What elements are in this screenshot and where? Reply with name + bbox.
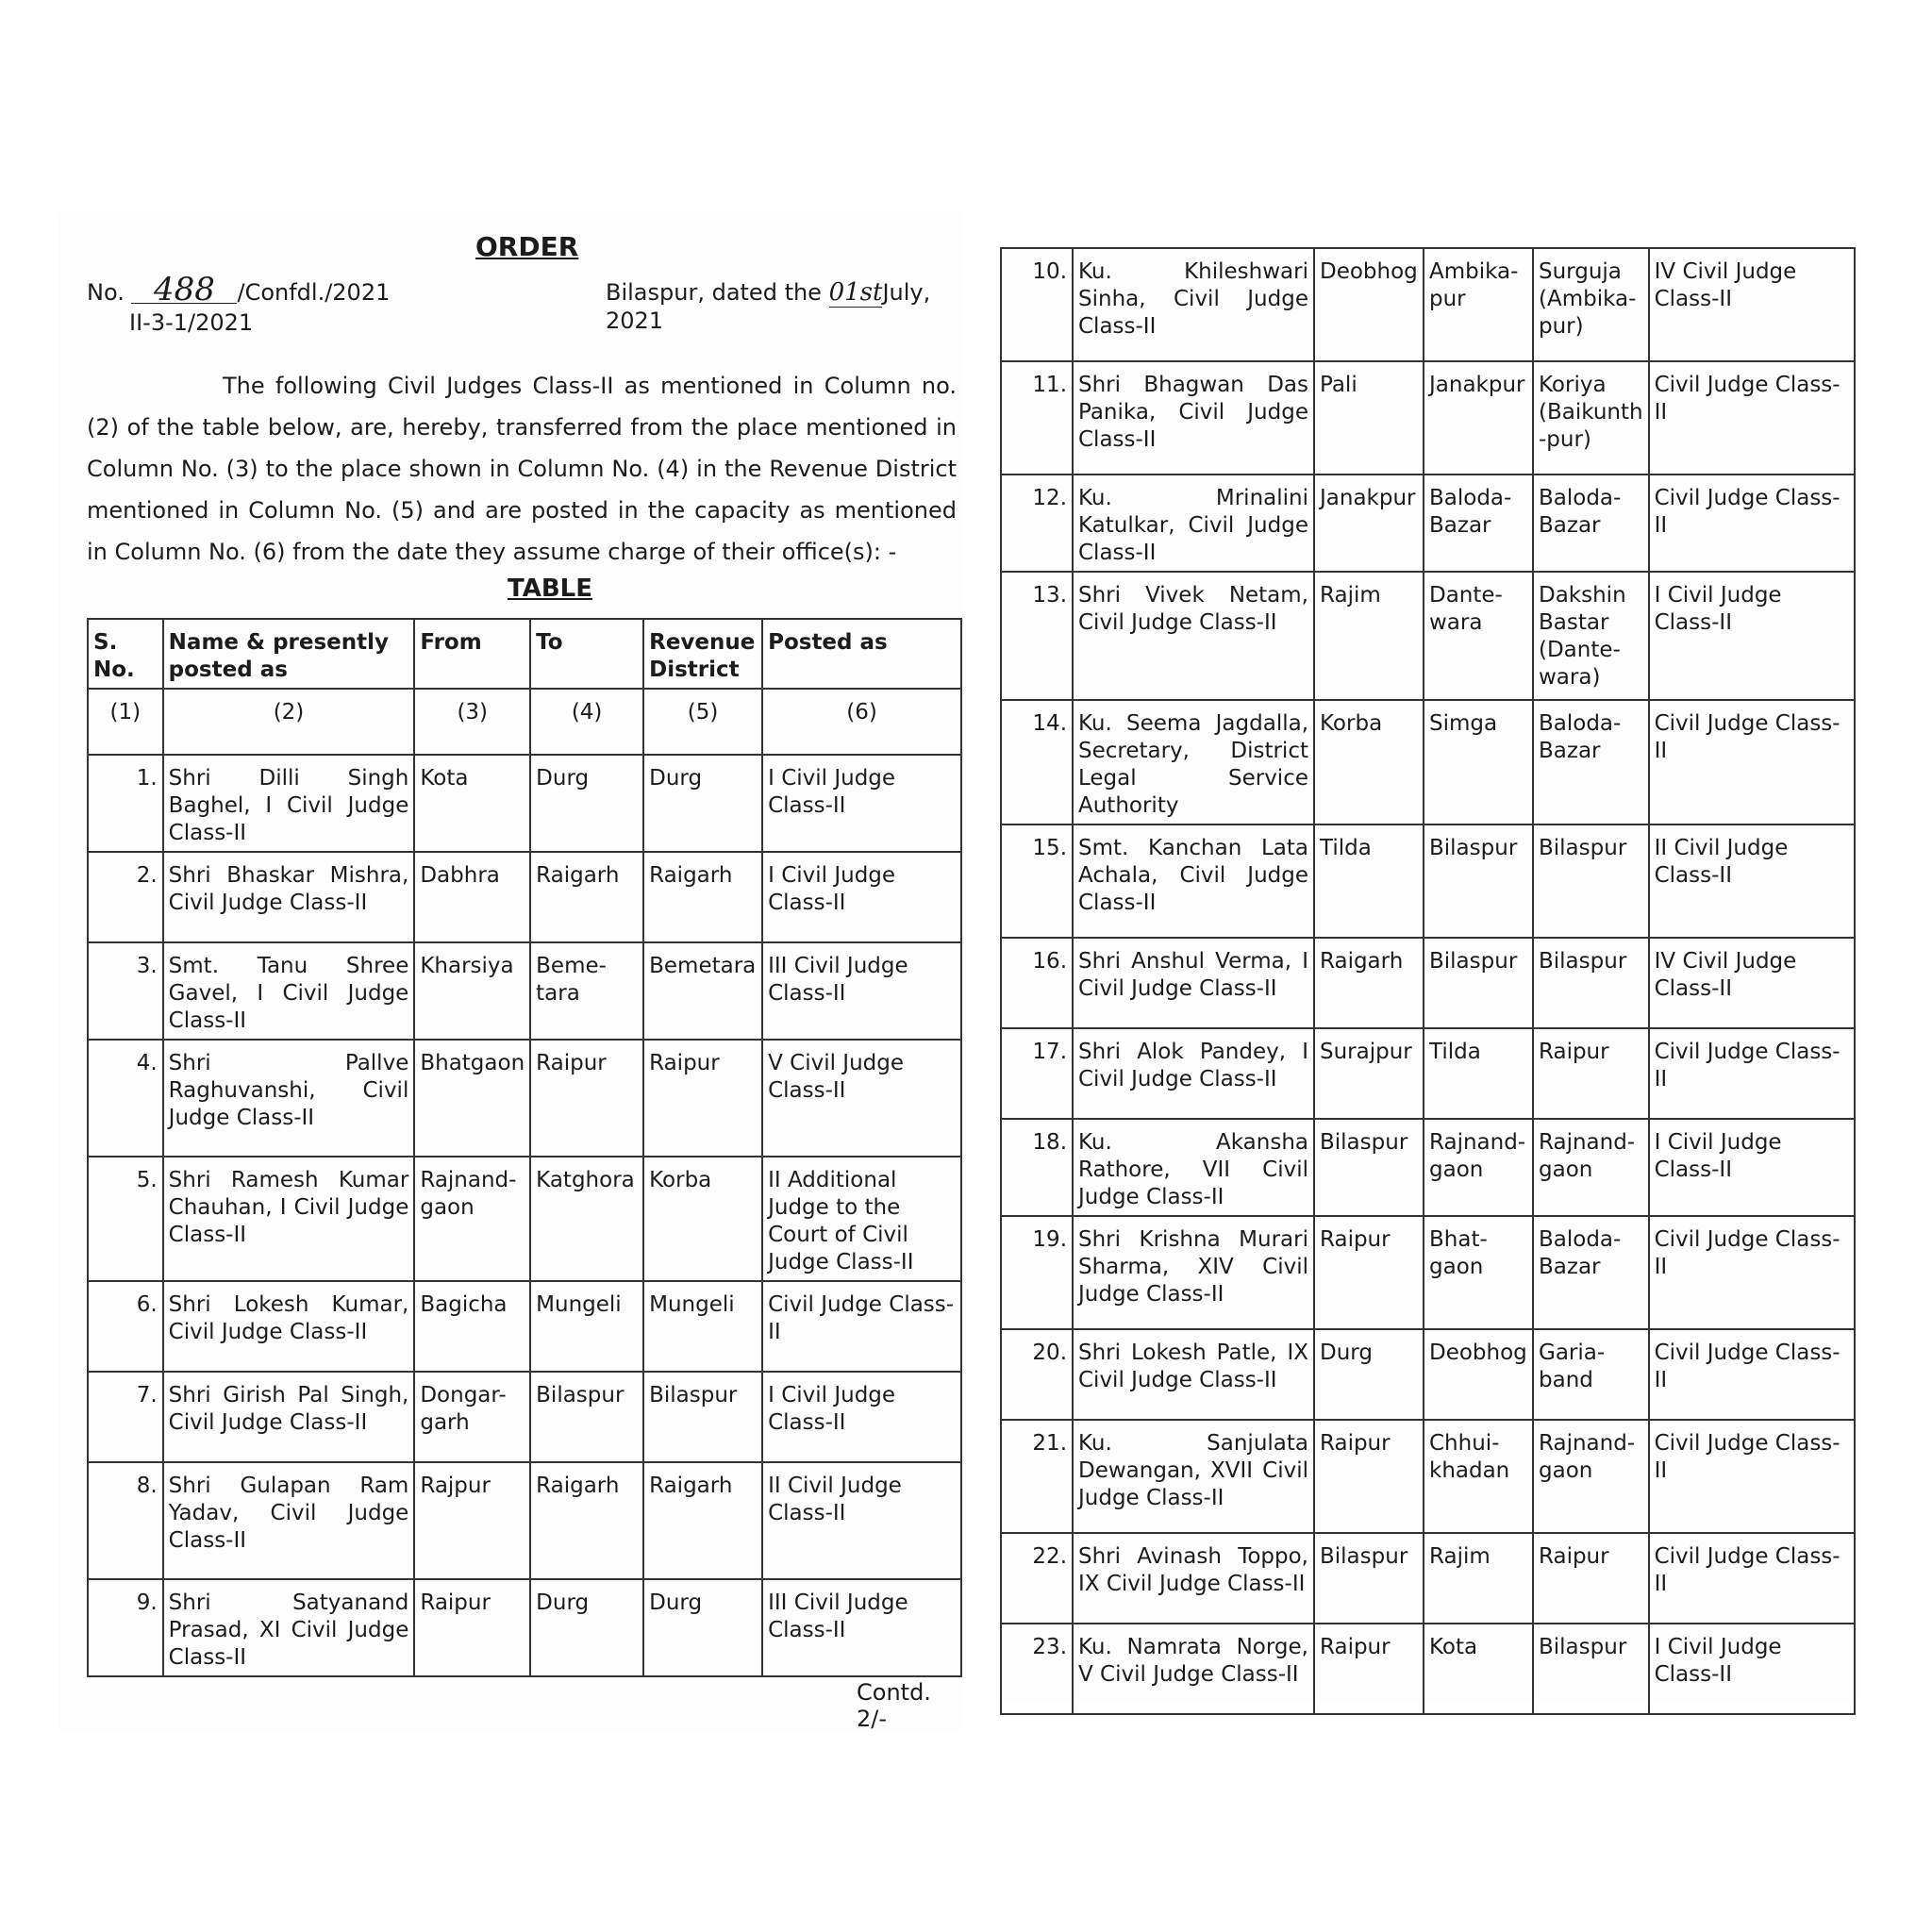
cell-district: Garia-band [1533,1329,1649,1420]
table-row [1001,1329,1855,1420]
header-posted: Posted as [762,619,961,689]
order-title: ORDER [475,231,579,262]
cell-posted: Civil Judge Class-II [1649,1533,1855,1624]
cell-sno: 1. [88,755,163,852]
cell-name: Shri Dilli Singh Baghel, I Civil Judge Class-II [163,755,415,852]
column-number: (4) [530,689,643,755]
cell-to: Tilda [1424,1028,1533,1119]
cell-district: Surguja (Ambika-pur) [1533,248,1649,361]
table-row [88,942,961,1040]
cell-district: Raipur [1533,1028,1649,1119]
cell-district: Bilaspur [1533,938,1649,1028]
column-number: (5) [643,689,762,755]
cell-to: Durg [530,1579,643,1676]
cell-from: Kharsiya [414,942,530,1040]
cell-from: Raipur [1314,1624,1424,1714]
cell-from: Kota [414,755,530,852]
cell-from: Raipur [1314,1420,1424,1533]
cell-to: Raipur [530,1040,643,1157]
cell-name: Shri Pallve Raghuvanshi, Civil Judge Class-II [163,1040,415,1157]
cell-to: Beme-tara [530,942,643,1040]
cell-sno: 13. [1001,572,1073,700]
table-row [88,1157,961,1281]
cell-name: Ku. Mrinalini Katulkar, Civil Judge Class-II [1073,475,1314,572]
cell-posted: II Civil Judge Class-II [762,1462,961,1579]
table-row [1001,1420,1855,1533]
cell-name: Shri Bhaskar Mishra, Civil Judge Class-II [163,852,415,942]
cell-sno: 23. [1001,1624,1073,1714]
right-page [1000,247,1860,1700]
cell-district: Bemetara [643,942,762,1040]
cell-posted: I Civil Judge Class-II [1649,1119,1855,1216]
cell-to: Raigarh [530,1462,643,1579]
cell-district: Baloda-Bazar [1533,475,1649,572]
cell-to: Katghora [530,1157,643,1281]
cell-sno: 21. [1001,1420,1073,1533]
table-row [88,1040,961,1157]
table-row [88,1579,961,1676]
cell-from: Surajpur [1314,1028,1424,1119]
cell-posted: IV Civil Judge Class-II [1649,248,1855,361]
cell-sno: 10. [1001,248,1073,361]
cell-posted: Civil Judge Class-II [762,1281,961,1372]
cell-posted: I Civil Judge Class-II [1649,1624,1855,1714]
cell-to: Kota [1424,1624,1533,1714]
cell-from: Bilaspur [1314,1119,1424,1216]
cell-from: Raipur [414,1579,530,1676]
column-number: (3) [414,689,530,755]
cell-posted: I Civil Judge Class-II [762,1372,961,1462]
table-row [1001,1533,1855,1624]
cell-to: Raigarh [530,852,643,942]
cell-from: Dongar-garh [414,1372,530,1462]
cell-posted: I Civil Judge Class-II [762,852,961,942]
file-reference: II-3-1/2021 [129,309,254,336]
cell-sno: 5. [88,1157,163,1281]
intro-paragraph: The following Civil Judges Class-II as mentioned in Column no. (2) of the table below, are, hereby, transferred from the place mentioned in Column No. (3) to the place shown in Column No. (4) in the Revenue District mentioned in Column No. (5) and are posted in the capacity as mentioned in Column No. (6) from the date they assume charge of their office(s): - [87,373,957,565]
cell-name: Shri Vivek Netam, Civil Judge Class-II [1073,572,1314,700]
cell-posted: Civil Judge Class-II [1649,1420,1855,1533]
cell-posted: II Civil Judge Class-II [1649,824,1855,938]
cell-from: Durg [1314,1329,1424,1420]
cell-district: Mungeli [643,1281,762,1372]
cell-district: Baloda-Bazar [1533,700,1649,824]
cell-to: Ambika-pur [1424,248,1533,361]
cell-posted: Civil Judge Class-II [1649,1216,1855,1329]
cell-district: Rajnand-gaon [1533,1119,1649,1216]
table-row [88,755,961,852]
cell-from: Raigarh [1314,938,1424,1028]
cell-name: Shri Gulapan Ram Yadav, Civil Judge Class-II [163,1462,415,1579]
transfer-table-part-2 [1000,247,1856,1715]
cell-name: Ku. Akansha Rathore, VII Civil Judge Class-II [1073,1119,1314,1216]
cell-to: Deobhog [1424,1329,1533,1420]
cell-posted: Civil Judge Class-II [1649,361,1855,475]
cell-district: Koriya (Baikunth -pur) [1533,361,1649,475]
order-date-prefix: Bilaspur, dated the [606,279,822,306]
cell-district: Baloda-Bazar [1533,1216,1649,1329]
cell-posted: Civil Judge Class-II [1649,475,1855,572]
cell-posted: III Civil Judge Class-II [762,1579,961,1676]
cell-from: Deobhog [1314,248,1424,361]
cell-sno: 20. [1001,1329,1073,1420]
cell-from: Janakpur [1314,475,1424,572]
table-row [1001,1624,1855,1714]
cell-to: Durg [530,755,643,852]
cell-sno: 15. [1001,824,1073,938]
table-row [1001,361,1855,475]
cell-name: Shri Girish Pal Singh, Civil Judge Class-II [163,1372,415,1462]
cell-district: Dakshin Bastar (Dante-wara) [1533,572,1649,700]
header-name: Name & presently posted as [163,619,415,689]
cell-district: Bilaspur [1533,824,1649,938]
table-row [1001,572,1855,700]
cell-from: Raipur [1314,1216,1424,1329]
cell-from: Bagicha [414,1281,530,1372]
cell-name: Shri Lokesh Patle, IX Civil Judge Class-II [1073,1329,1314,1420]
cell-to: Baloda-Bazar [1424,475,1533,572]
cell-sno: 19. [1001,1216,1073,1329]
cell-name: Shri Satyanand Prasad, XI Civil Judge Class-II [163,1579,415,1676]
cell-to: Rajim [1424,1533,1533,1624]
table-row [88,852,961,942]
cell-from: Rajnand-gaon [414,1157,530,1281]
cell-from: Rajpur [414,1462,530,1579]
table-row [88,1281,961,1372]
cell-posted: I Civil Judge Class-II [762,755,961,852]
cell-sno: 18. [1001,1119,1073,1216]
cell-posted: Civil Judge Class-II [1649,700,1855,824]
cell-district: Korba [643,1157,762,1281]
cell-sno: 2. [88,852,163,942]
order-number [87,271,391,308]
cell-to: Mungeli [530,1281,643,1372]
cell-district: Bilaspur [643,1372,762,1462]
header-from: From [414,619,530,689]
cell-name: Ku. Namrata Norge, V Civil Judge Class-II [1073,1624,1314,1714]
table-row [1001,1216,1855,1329]
cell-to: Chhui-khadan [1424,1420,1533,1533]
cell-sno: 8. [88,1462,163,1579]
cell-district: Raigarh [643,1462,762,1579]
cell-to: Bilaspur [1424,938,1533,1028]
cell-sno: 7. [88,1372,163,1462]
column-number: (2) [163,689,415,755]
cell-district: Durg [643,1579,762,1676]
cell-district: Raigarh [643,852,762,942]
left-page [58,212,962,1731]
cell-posted: Civil Judge Class-II [1649,1329,1855,1420]
cell-name: Ku. Khileshwari Sinha, Civil Judge Class-II [1073,248,1314,361]
order-date [606,278,962,334]
cell-name: Shri Anshul Verma, I Civil Judge Class-II [1073,938,1314,1028]
order-date-suffix: July, 2021 [606,279,931,334]
cell-to: Simga [1424,700,1533,824]
header-district: Revenue District [643,619,762,689]
cell-name: Shri Ramesh Kumar Chauhan, I Civil Judge Class-II [163,1157,415,1281]
cell-from: Dabhra [414,852,530,942]
cell-sno: 11. [1001,361,1073,475]
table-header-row [88,619,961,689]
cell-name: Shri Alok Pandey, I Civil Judge Class-II [1073,1028,1314,1119]
cell-from: Pali [1314,361,1424,475]
table-row [1001,700,1855,824]
continued-note: Contd. 2/- [857,1679,931,1732]
cell-sno: 17. [1001,1028,1073,1119]
cell-to: Bhat-gaon [1424,1216,1533,1329]
cell-posted: III Civil Judge Class-II [762,942,961,1040]
table-row [88,1372,961,1462]
table-row [1001,824,1855,938]
cell-sno: 22. [1001,1533,1073,1624]
cell-to: Janakpur [1424,361,1533,475]
order-date-handwritten: 01st [828,278,883,307]
table-caption: TABLE [508,575,592,603]
table-row [1001,248,1855,361]
cell-from: Tilda [1314,824,1424,938]
cell-sno: 9. [88,1579,163,1676]
cell-posted: IV Civil Judge Class-II [1649,938,1855,1028]
table-row [1001,1119,1855,1216]
table-row [88,1462,961,1579]
cell-name: Smt. Kanchan Lata Achala, Civil Judge Class-II [1073,824,1314,938]
cell-to: Rajnand-gaon [1424,1119,1533,1216]
cell-sno: 14. [1001,700,1073,824]
transfer-table-part-1 [87,618,962,1677]
header-to: To [530,619,643,689]
table-row [1001,1028,1855,1119]
order-number-handwritten: 488 [131,276,237,304]
column-number: (1) [88,689,163,755]
cell-name: Shri Bhagwan Das Panika, Civil Judge Class-II [1073,361,1314,475]
cell-posted: I Civil Judge Class-II [1649,572,1855,700]
cell-from: Rajim [1314,572,1424,700]
cell-name: Shri Krishna Murari Sharma, XIV Civil Judge Class-II [1073,1216,1314,1329]
header-sno: S. No. [88,619,163,689]
cell-from: Bilaspur [1314,1533,1424,1624]
cell-district: Durg [643,755,762,852]
table-row [1001,938,1855,1028]
cell-sno: 3. [88,942,163,1040]
cell-sno: 12. [1001,475,1073,572]
cell-posted: V Civil Judge Class-II [762,1040,961,1157]
cell-name: Ku. Sanjulata Dewangan, XVII Civil Judge Class-II [1073,1420,1314,1533]
cell-name: Shri Lokesh Kumar, Civil Judge Class-II [163,1281,415,1372]
cell-sno: 16. [1001,938,1073,1028]
column-number: (6) [762,689,961,755]
table-row [1001,475,1855,572]
order-number-suffix: /Confdl./2021 [237,279,391,306]
cell-name: Shri Avinash Toppo, IX Civil Judge Class-II [1073,1533,1314,1624]
cell-name: Ku. Seema Jagdalla, Secretary, District Legal Service Authority [1073,700,1314,824]
cell-district: Bilaspur [1533,1624,1649,1714]
cell-from: Bhatgaon [414,1040,530,1157]
cell-from: Korba [1314,700,1424,824]
cell-to: Bilaspur [1424,824,1533,938]
cell-posted: II Additional Judge to the Court of Civil Judge Class-II [762,1157,961,1281]
cell-district: Raipur [1533,1533,1649,1624]
column-number-row [88,689,961,755]
cell-posted: Civil Judge Class-II [1649,1028,1855,1119]
cell-district: Raipur [643,1040,762,1157]
cell-sno: 4. [88,1040,163,1157]
cell-district: Rajnand-gaon [1533,1420,1649,1533]
cell-name: Smt. Tanu Shree Gavel, I Civil Judge Class-II [163,942,415,1040]
cell-to: Bilaspur [530,1372,643,1462]
cell-to: Dante-wara [1424,572,1533,700]
cell-sno: 6. [88,1281,163,1372]
order-number-prefix: No. [87,279,125,306]
